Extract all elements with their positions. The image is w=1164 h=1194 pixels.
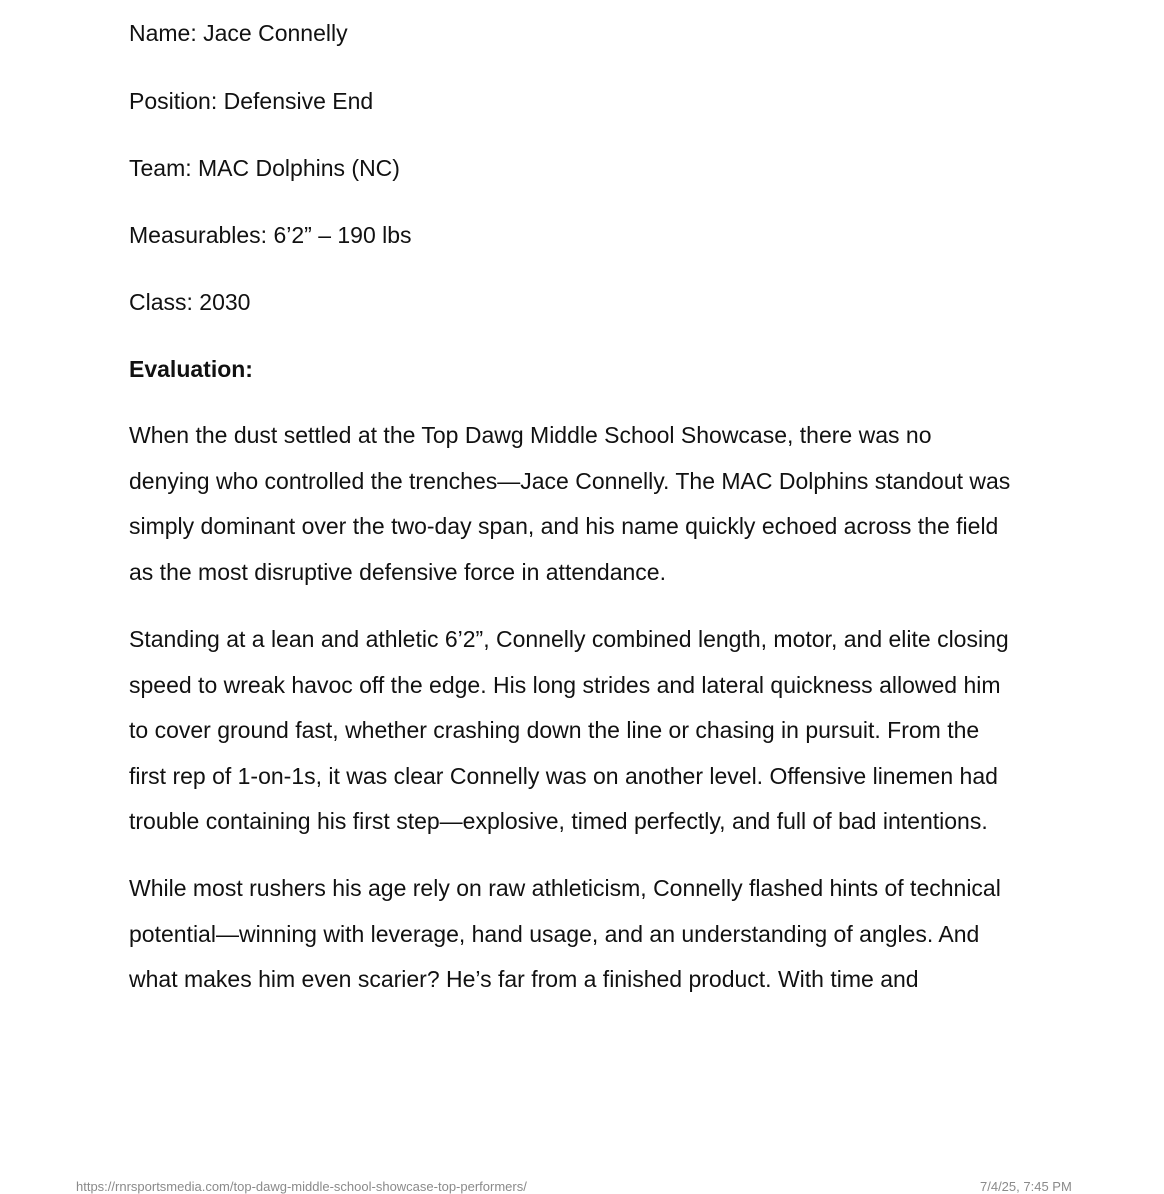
paragraph-line: as the most disruptive defensive force in attendance. (129, 558, 666, 585)
paragraph-line: While most rushers his age rely on raw athleticism, Connelly flashed hints of technical (129, 875, 1001, 901)
paragraph-line: speed to wreak havoc off the edge. His long strides and lateral quickness allowed him (129, 671, 1001, 698)
footer-url: https://rnrsportsmedia.com/top-dawg-middle-school-showcase-top-performers/ (76, 1179, 527, 1194)
paragraph-line: potential—winning with leverage, hand usage, and an understanding of angles. And (129, 920, 980, 947)
player-name: Name: Jace Connelly (129, 20, 348, 46)
paragraph-line: denying who controlled the trenches—Jace Connelly. The MAC Dolphins standout was (129, 467, 1011, 494)
evaluation-heading: Evaluation: (129, 356, 253, 382)
player-class: Class: 2030 (129, 289, 251, 315)
footer-datetime: 7/4/25, 7:45 PM (980, 1179, 1072, 1194)
paragraph-line: When the dust settled at the Top Dawg Middle School Showcase, there was no (129, 422, 932, 448)
paragraph-line: first rep of 1-on-1s, it was clear Connelly was on another level. Offensive linemen had (129, 762, 998, 789)
evaluation-paragraph-1 (129, 413, 1069, 595)
paragraph-line: what makes him even scarier? He’s far from a finished product. With time and (129, 966, 919, 992)
paragraph-line: to cover ground fast, whether crashing down the line or chasing in pursuit. From the (129, 717, 980, 743)
paragraph-line: simply dominant over the two-day span, and his name quickly echoed across the field (129, 513, 999, 539)
player-team: Team: MAC Dolphins (NC) (129, 155, 400, 181)
player-measurables: Measurables: 6’2” – 190 lbs (129, 222, 412, 248)
paragraph-line: Standing at a lean and athletic 6’2”, Connelly combined length, motor, and elite closing (129, 626, 1009, 652)
evaluation-paragraph-3 (129, 866, 1069, 1003)
player-position: Position: Defensive End (129, 88, 374, 114)
paragraph-line: trouble containing his first step—explosive, timed perfectly, and full of bad intentions. (129, 808, 988, 834)
evaluation-paragraph-2 (129, 617, 1069, 845)
